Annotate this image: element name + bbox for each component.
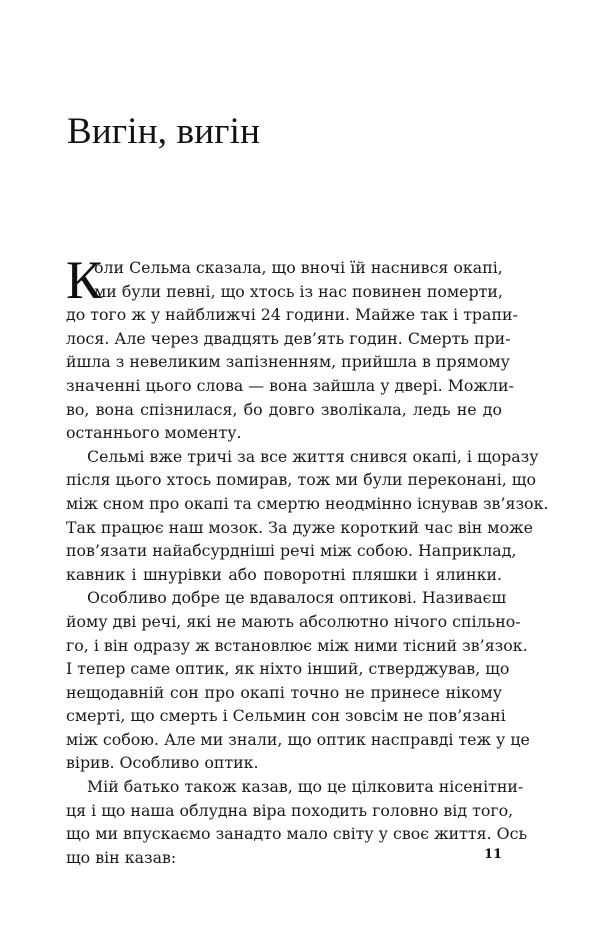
text-line: вірив. Особливо оптик. xyxy=(66,753,259,773)
text-line: смерті, що смерть і Сельмин сон зовсім не пов’язані xyxy=(66,706,506,726)
page-number: 11 xyxy=(484,847,503,862)
text-line: Так працює наш мозок. За дуже короткий час він може xyxy=(66,517,533,537)
text-line: Особливо добре це вдавалося оптикові. Називаєш xyxy=(87,588,507,608)
text-line: між собою. Але ми знали, що оптик насправді теж у це xyxy=(66,729,530,749)
text-line: що він казав: xyxy=(66,847,177,867)
text-line: йшла з невеликим запізненням, прийшла в прямому xyxy=(66,352,510,372)
text-line: йому дві речі, які не мають абсолютно нічого спільно- xyxy=(66,611,521,631)
text-line: ми були певні, що хтось із нас повинен померти, xyxy=(94,281,503,301)
text-line: нещодавній сон про окапі точно не принесе нікому xyxy=(66,682,502,702)
text-line: пов’язати найабсурдніші речі між собою. Наприклад, xyxy=(66,541,517,561)
paragraph-1 xyxy=(66,250,518,445)
text-line: ця і що наша облудна віра походить головно від того, xyxy=(66,800,514,820)
text-line: оли Сельма сказала, що вночі їй наснився окапі, xyxy=(94,258,503,277)
text-line: кавник і шнурівки або поворотні пляшки і ялинки. xyxy=(66,564,502,584)
text-line: до того ж у найближчі 24 години. Майже так і трапи- xyxy=(66,305,518,325)
text-line: лося. Але через двадцять дев’ять годин. Смерть при- xyxy=(66,328,511,348)
body-text xyxy=(66,250,549,869)
paragraph-4 xyxy=(66,775,528,869)
text-line: І тепер саме оптик, як ніхто інший, стверджував, що xyxy=(66,659,510,679)
text-line: між сном про окапі та смертю неодмінно існував зв’язок. xyxy=(66,493,549,513)
paragraph-3 xyxy=(66,586,530,775)
text-line: Мій батько також казав, що це цілковита нісенітни- xyxy=(87,777,524,797)
paragraph-2 xyxy=(66,445,549,587)
text-line: значенні цього слова — вона зайшла у двері. Можли- xyxy=(66,375,514,395)
text-line: що ми впускаємо занадто мало світу у своє життя. Ось xyxy=(66,824,528,844)
chapter-title: Вигін, вигін xyxy=(67,111,261,152)
text-line: го, і він одразу ж встановлює між ними тісний зв’язок. xyxy=(66,635,528,655)
text-line: во, вона спізнилася, бо довго зволікала, ледь не до xyxy=(66,399,502,419)
drop-cap: К xyxy=(66,250,103,310)
text-line: після цього хтось помирав, тож ми були переконані, що xyxy=(66,470,536,490)
text-line: останнього моменту. xyxy=(66,423,242,443)
text-line: Сельмі вже тричі за все життя снився окапі, і щоразу xyxy=(87,446,539,466)
